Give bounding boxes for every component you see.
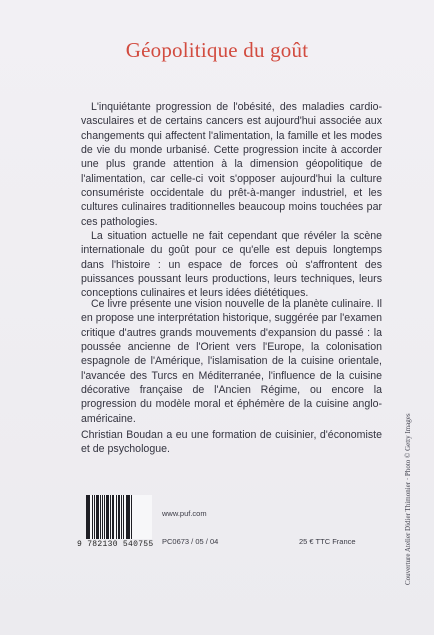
- book-title: Géopolitique du goût: [125, 38, 309, 62]
- price-label: 25 € TTC France: [299, 537, 356, 546]
- author-bio: [81, 428, 382, 457]
- cover-credit: Couverture Atelier Didier Thimonier · Photo © Getty Images: [404, 413, 412, 585]
- paragraph-2: [81, 229, 382, 301]
- product-reference: PC0673 / 05 / 04: [162, 537, 219, 546]
- paragraph-3: [81, 297, 382, 426]
- paragraph-text: Ce livre présente une vision nouvelle de la planète culinaire. Il en propose une interprétation historique, suggérée par l'examen critique d'autres grands mouvements d'expansion du passé : la poussée ancienne de l'Orient vers l'Europe, la colonisation espagnole de l'Amérique, l'islamisation de la cuisine orientale, l'avancée des Turcs en Méditerranée, l'influence de la cuisine décorative française de l'Ancien Régime, ou encore la progression du modèle moral et éphémère de la cuisine anglo-américaine.: [81, 298, 382, 425]
- isbn-number: 9 782130 540755: [77, 540, 154, 549]
- publisher-url[interactable]: www.puf.com: [162, 509, 207, 518]
- barcode-block: [77, 495, 154, 547]
- paragraph-1: [81, 100, 382, 229]
- barcode-image: [86, 495, 152, 539]
- author-bio-text: Christian Boudan a eu une formation de cuisinier, d'économiste et de psychologue.: [81, 429, 382, 456]
- paragraph-text: La situation actuelle ne fait cependant que révéler la scène internationale du goût pour ce qu'elle est depuis longtemps dans l'histoire : un espace de forces où s'affrontent des puissances poussant leurs productions, leurs techniques, leurs conceptions culinaires et leurs idées diététiques.: [81, 230, 382, 300]
- paragraph-text: L'inquiétante progression de l'obésité, des maladies cardio-vasculaires et de certains cancers est aujourd'hui associée aux changements qui affectent l'alimentation, la famille et les modes de vie du monde urbanisé. Cette progression incite à accorder une plus grande attention à la dimension géopolitique de l'alimentation, car celle-ci voit s'opposer aujourd'hui la culture consumériste occidentale du prêt-à-manger industriel, et les cultures culinaires traditionnelles beaucoup moins touchées par ces pathologies.: [81, 101, 382, 228]
